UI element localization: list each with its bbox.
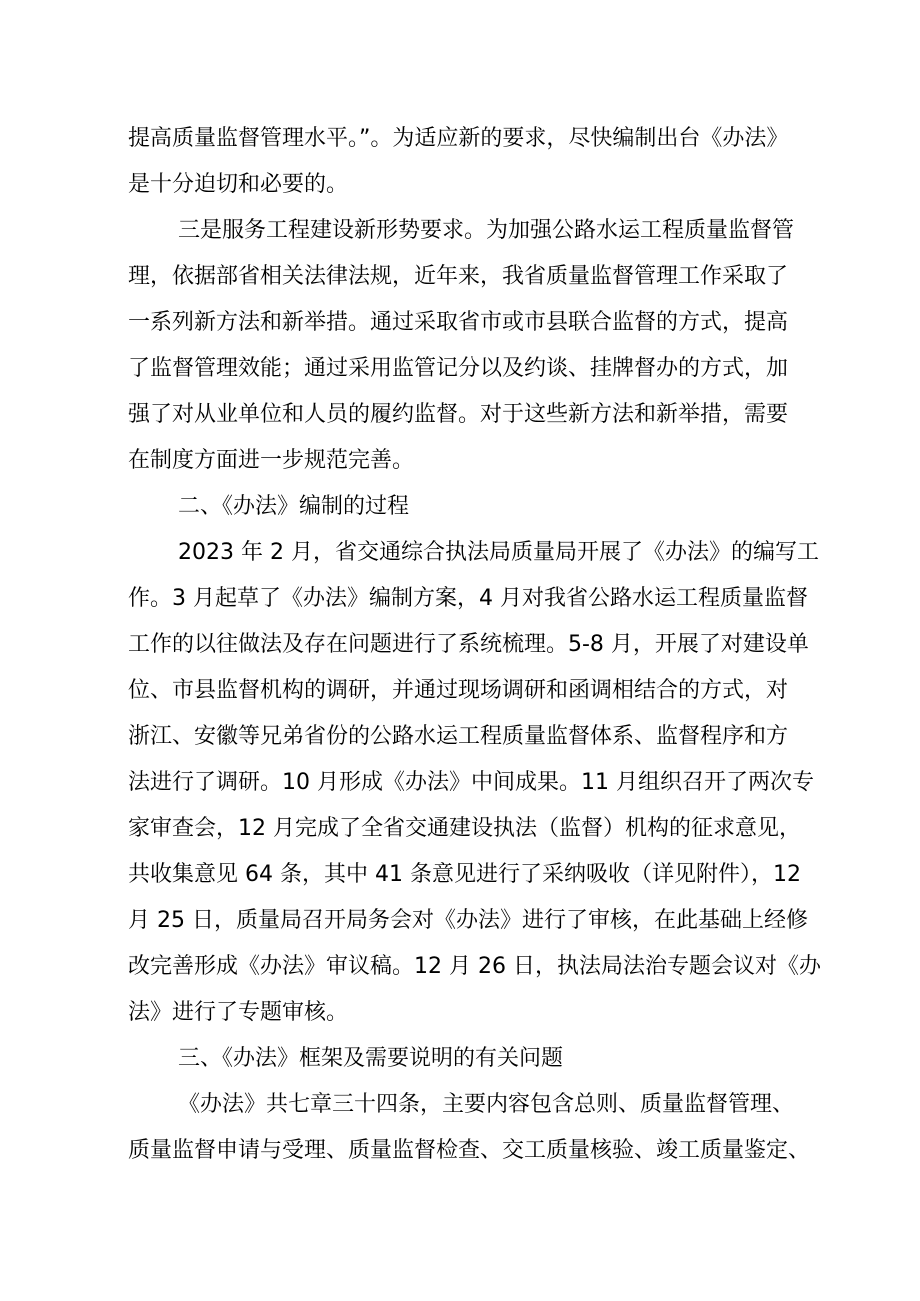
paragraph-start-line: 2023 年 2 月，省交通综合执法局质量局开展了《办法》的编写工	[178, 540, 819, 565]
section-heading: 三、《办法》框架及需要说明的有关问题	[178, 1046, 564, 1071]
text-line: 工作的以往做法及存在问题进行了系统梳理。5-8 月，开展了对建设单	[128, 632, 809, 657]
text-line: 在制度方面进一步规范完善。	[128, 448, 415, 473]
paragraph-start-line: 《办法》共七章三十四条，主要内容包含总则、质量监督管理、	[178, 1092, 795, 1117]
section-heading: 二、《办法》编制的过程	[178, 494, 410, 519]
text-line: 共收集意见 64 条，其中 41 条意见进行了采纳吸收（详见附件），12	[128, 862, 801, 887]
text-line: 法进行了调研。10 月形成《办法》中间成果。11 月组织召开了两次专	[128, 770, 814, 795]
text-line: 家审查会，12 月完成了全省交通建设执法（监督）机构的征求意见，	[128, 816, 801, 841]
text-line: 理，依据部省相关法律法规，近年来，我省质量监督管理工作采取了	[128, 264, 789, 289]
text-line: 强了对从业单位和人员的履约监督。对于这些新方法和新举措，需要	[128, 402, 789, 427]
text-line: 法》进行了专题审核。	[128, 1000, 349, 1025]
paragraph-start-line: 三是服务工程建设新形势要求。为加强公路水运工程质量监督管	[178, 218, 795, 243]
text-line: 作。3 月起草了《办法》编制方案，4 月对我省公路水运工程质量监督	[128, 586, 808, 611]
text-line: 一系列新方法和新举措。通过采取省市或市县联合监督的方式，提高	[128, 310, 789, 335]
text-line: 位、市县监督机构的调研，并通过现场调研和函调相结合的方式，对	[128, 678, 789, 703]
text-line: 提高质量监督管理水平。”。为适应新的要求，尽快编制出台《办法》	[128, 126, 789, 151]
text-line: 是十分迫切和必要的。	[128, 172, 349, 197]
text-line: 浙江、安徽等兄弟省份的公路水运工程质量监督体系、监督程序和方	[128, 724, 789, 749]
text-line: 质量监督申请与受理、质量监督检查、交工质量核验、竣工质量鉴定、	[128, 1138, 811, 1163]
text-line: 了监督管理效能；通过采用监管记分以及约谈、挂牌督办的方式，加	[128, 356, 789, 381]
text-line: 月 25 日，质量局召开局务会对《办法》进行了审核，在此基础上经修	[128, 908, 808, 933]
text-line: 改完善形成《办法》审议稿。12 月 26 日，执法局法治专题会议对《办	[128, 954, 821, 979]
